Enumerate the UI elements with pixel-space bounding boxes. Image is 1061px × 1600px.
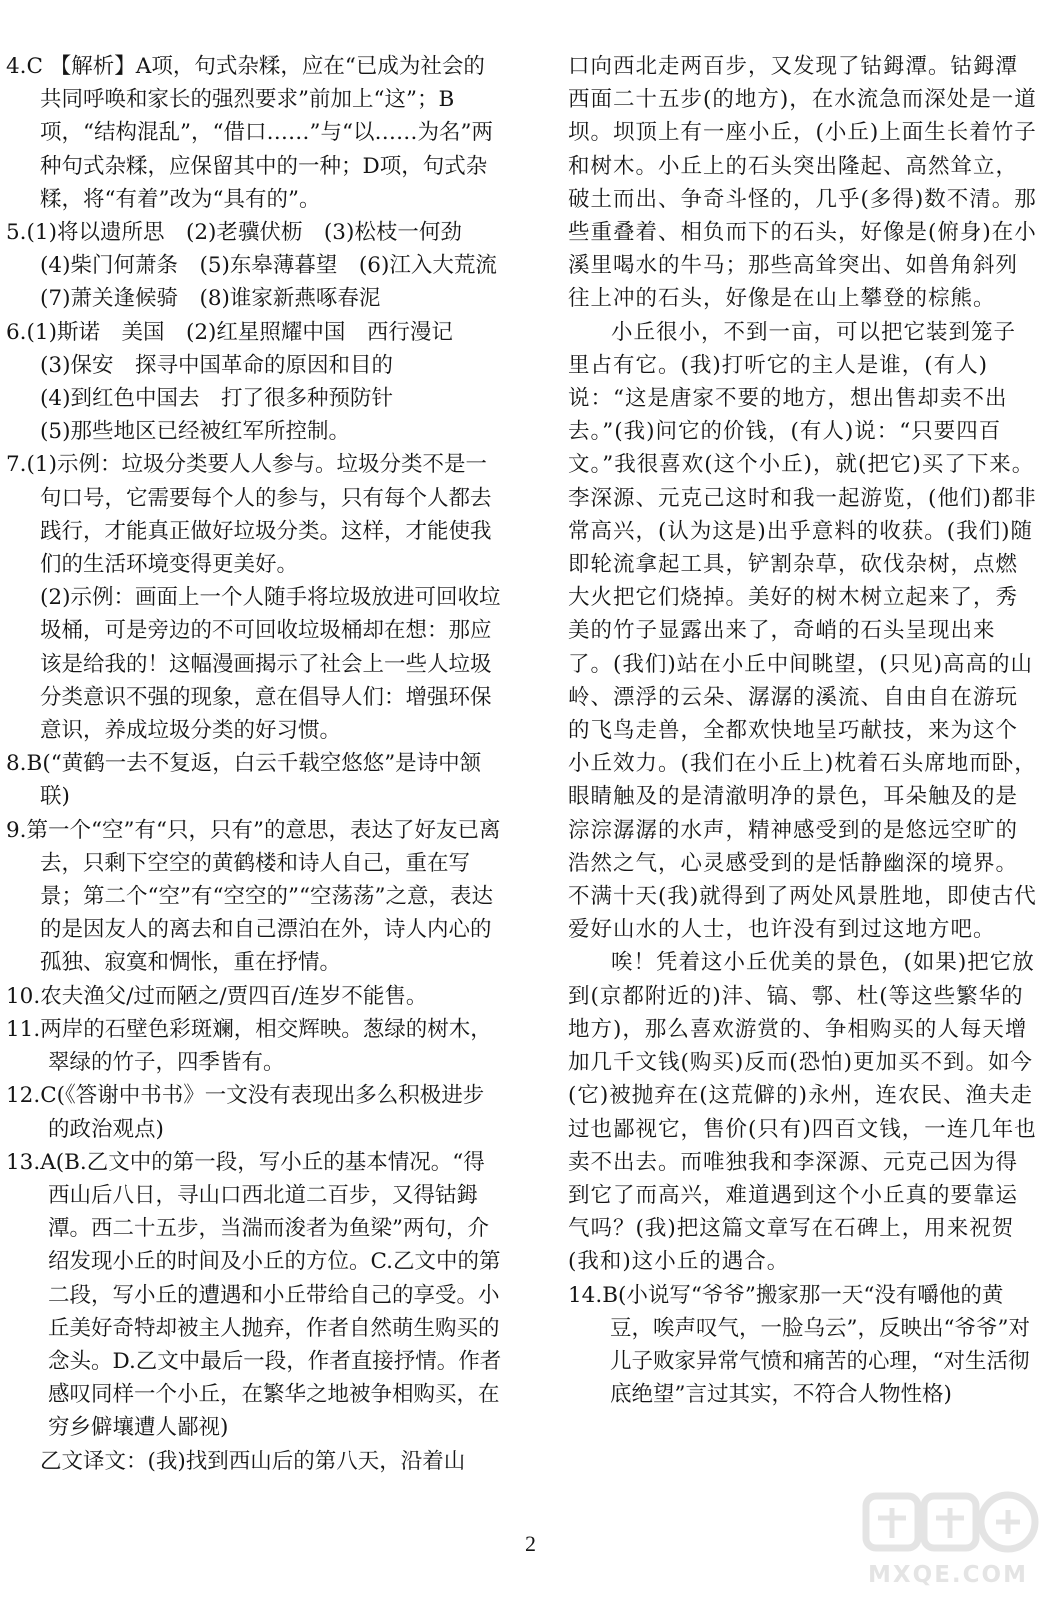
left-column-paragraph: 乙文译文：(我)找到西山后的第八天，沿着山 <box>40 1448 466 1474</box>
left-column-paragraph: 6.(1)斯诺 美国 (2)红星照耀中国 西行漫记 <box>6 319 453 345</box>
right-column-paragraph: 小丘很小，不到一亩，可以把它装到笼子里占有它。(我)打听它的主人是谁，(有人)说：“这是唐家不要的地方，想出售却卖不出去。”(我)问它的价钱，(有人)说：“只要四百文。”我很喜欢(这个小丘)，就(把它)买了下来。李深源、元克己这时和我一起游览，(他们)都非常高兴，(认为这是)出乎意料的收获。(我们)随即轮流拿起工具，铲割杂草，砍伐杂树，点燃大火把它们烧掉。美好的树木树立起来了，秀美的竹子显露出来了，奇峭的石头呈现出来了。(我们)站在小丘中间眺望，(只见)高高的山岭、漂浮的云朵、潺潺的溪流、自由自在游玩的飞鸟走兽，全都欢快地呈巧献技，来为这个小丘效力。(我们在小丘上)枕着石头席地而卧，眼睛触及的是清澈明净的景色，耳朵触及的是淙淙潺潺的水声，精神感受到的是悠远空旷的浩然之气，心灵感受到的是恬静幽深的境界。不满十天(我)就得到了两处风景胜地，即使古代爱好山水的人士，也许没有到过这地方吧。 <box>568 319 1037 943</box>
right-column-paragraph: 14.B(小说写“爷爷”搬家那一天“没有嚼他的黄豆，唉声叹气，一脸乌云”，反映出“爷爷”对儿子败家异常气愤和痛苦的心理，“对生活彻底绝望”言过其实，不符合人物性格) <box>568 1282 1030 1408</box>
left-column-paragraph: (7)萧关逢候骑 (8)谁家新燕啄春泥 <box>40 286 381 312</box>
left-column <box>6 50 502 1478</box>
left-column-paragraph: 5.(1)将以遗所思 (2)老骥伏枥 (3)松枝一何劲 <box>6 220 462 246</box>
left-column-paragraph: 10.农夫渔父/过而陋之/贾四百/连岁不能售。 <box>6 983 428 1009</box>
left-column-paragraph: (5)那些地区已经被红军所控制。 <box>40 419 350 445</box>
left-column-paragraph: 9.第一个“空”有“只，只有”的意思，表达了好友已离去，只剩下空空的黄鹤楼和诗人自己，重在写景；第二个“空”有“空空的”“空荡荡”之意，表达的是因友人的离去和自己漂泊在外，诗人内心的孤独、寂寞和惆怅，重在抒情。 <box>6 817 501 976</box>
left-column-paragraph: 11.两岸的石壁色彩斑斓，相交辉映。葱绿的树木，翠绿的竹子，四季皆有。 <box>6 1016 492 1076</box>
page-number: 2 <box>525 1531 536 1556</box>
right-column <box>568 50 1038 1411</box>
left-column-paragraph: (4)柴门何萧条 (5)东皋薄暮望 (6)江入大荒流 <box>40 253 497 279</box>
left-column-paragraph: 4.C 【解析】A项，句式杂糅，应在“已成为社会的共同呼唤和家长的强烈要求”前加上“这”；B项，“结构混乱”，“借口……”与“以……为名”两种句式杂糅，应保留其中的一种；D项，句式杂糅，将“有着”改为“具有的”。 <box>6 54 493 212</box>
left-column-paragraph: 13.A(B.乙文中的第一段，写小丘的基本情况。“得西山后八日，寻山口西北道二百步，又得钴鉧潭。西二十五步，当湍而浚者为鱼梁”两句，介绍发现小丘的时间及小丘的方位。C.乙文中的第二段，写小丘的遭遇和小丘带给自己的享受。小丘美好奇特却被主人抛弃，作者自然萌生购买的念头。D.乙文中最后一段，作者直接抒情。作者感叹同样一个小丘，在繁华之地被争相购买，在穷乡僻壤遭人鄙视) <box>6 1149 502 1441</box>
watermark-domain: MXQE.COM <box>868 1562 1028 1588</box>
watermark-badge-icon <box>848 1488 1048 1568</box>
left-column-paragraph: (4)到红色中国去 打了很多种预防针 <box>40 386 393 412</box>
left-column-paragraph: 7.(1)示例：垃圾分类要人人参与。垃圾分类不是一句口号，它需要每个人的参与，只有每个人都去践行，才能真正做好垃圾分类。这样，才能使我们的生活环境变得更美好。 <box>6 452 492 578</box>
right-column-paragraph: 唉！凭着这小丘优美的景色，(如果)把它放到(京都附近的)沣、镐、鄠、杜(等这些繁华的地方)，那么喜欢游赏的、争相购买的人每天增加几千文钱(购买)反而(恐怕)更加买不到。如今(它)被抛弃在(这荒僻的)永州，连农民、渔夫走过也鄙视它，售价(只有)四百文钱，一连几年也卖不出去。而唯独我和李深源、元克己因为得到它了而高兴，难道遇到这个小丘真的要靠运气吗？(我)把这篇文章写在石碑上，用来祝贺(我和)这小丘的遇合。 <box>568 950 1037 1275</box>
watermark-logo <box>848 1488 1048 1592</box>
left-column-paragraph: (3)保安 探寻中国革命的原因和目的 <box>40 352 393 378</box>
left-column-paragraph: (2)示例：画面上一个人随手将垃圾放进可回收垃圾桶，可是旁边的不可回收垃圾桶却在想：那应该是给我的！这幅漫画揭示了社会上一些人垃圾分类意识不强的现象，意在倡导人们：增强环保意识，养成垃圾分类的好习惯。 <box>40 585 501 744</box>
right-column-paragraph: 口向西北走两百步，又发现了钴鉧潭。钴鉧潭西面二十五步(的地方)，在水流急而深处是一道坝。坝顶上有一座小丘，(小丘)上面生长着竹子和树木。小丘上的石头突出隆起、高然耸立，破土而出、争奇斗怪的，几乎(多得)数不清。那些重叠着、相负而下的石头，好像是(俯身)在小溪里喝水的牛马；那些高耸突出、如兽角斜列往上冲的石头，好像是在山上攀登的棕熊。 <box>568 54 1037 312</box>
left-column-paragraph: 8.B(“黄鹤一去不复返，白云千载空悠悠”是诗中颔联) <box>6 751 482 810</box>
left-column-paragraph: 12.C(《答谢中书书》一文没有表现出多么积极进步的政治观点) <box>6 1083 485 1142</box>
